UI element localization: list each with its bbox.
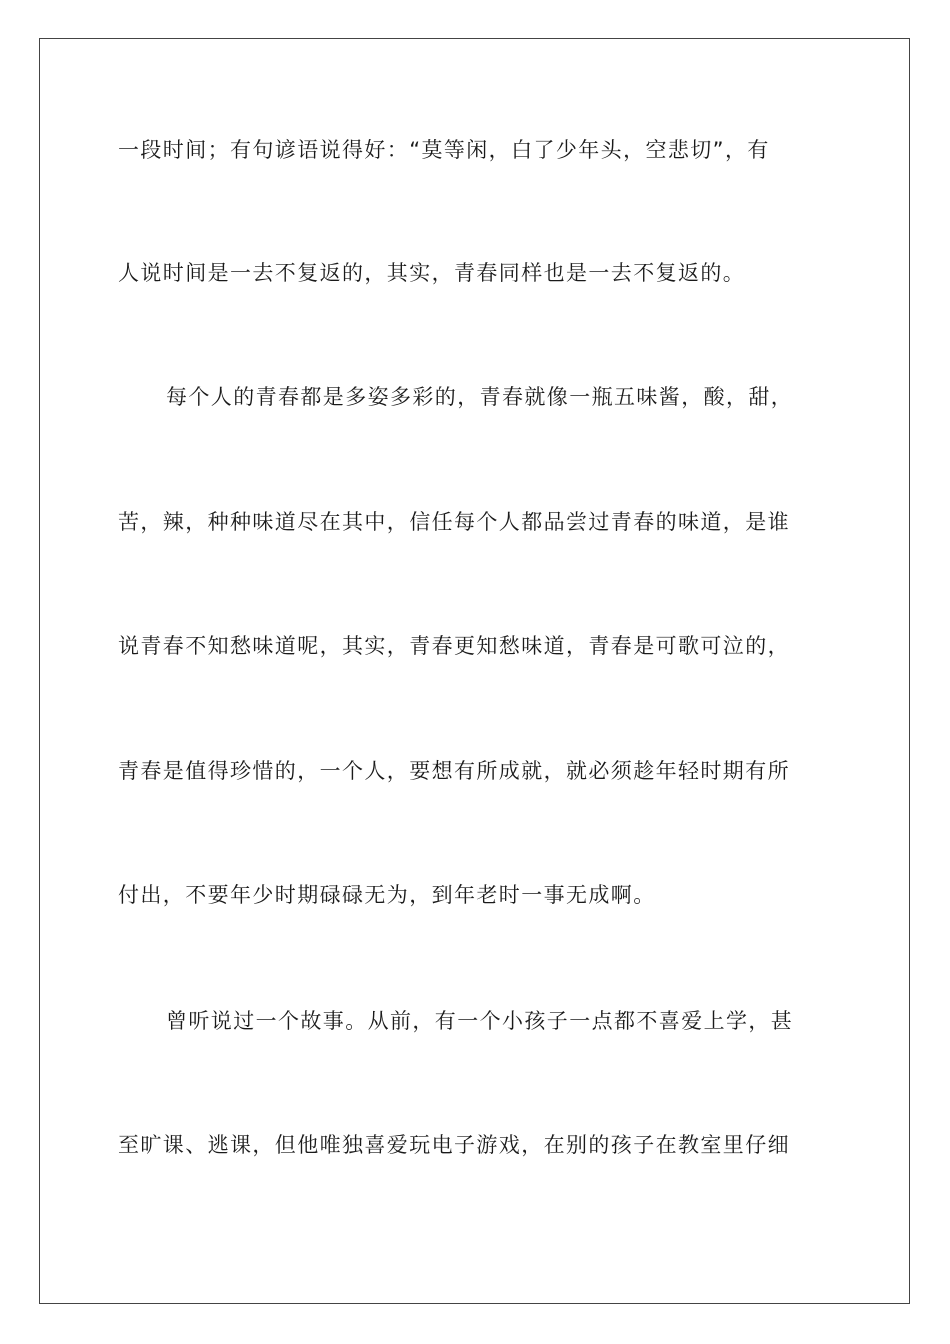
text-line-8: 曾听说过一个故事。从前，有一个小孩子一点都不喜爱上学，甚	[166, 1009, 794, 1033]
text-line-1: 一段时间；有句谚语说得好：“莫等闲，白了少年头，空悲切”，有	[118, 138, 770, 162]
text-line-3: 每个人的青春都是多姿多彩的，青春就像一瓶五味酱，酸，甜，	[166, 385, 794, 409]
page-border	[39, 38, 910, 1304]
text-line-5: 说青春不知愁味道呢，其实，青春更知愁味道，青春是可歌可泣的，	[118, 634, 790, 658]
text-line-9: 至旷课、逃课，但他唯独喜爱玩电子游戏，在别的孩子在教室里仔细	[118, 1133, 790, 1157]
text-line-2: 人说时间是一去不复返的，其实，青春同样也是一去不复返的。	[118, 261, 746, 285]
text-line-4: 苦，辣，种种味道尽在其中，信任每个人都品尝过青春的味道，是谁	[118, 510, 790, 534]
text-line-6: 青春是值得珍惜的，一个人，要想有所成就，就必须趁年轻时期有所	[118, 759, 790, 783]
text-line-7: 付出，不要年少时期碌碌无为，到年老时一事无成啊。	[118, 883, 656, 907]
